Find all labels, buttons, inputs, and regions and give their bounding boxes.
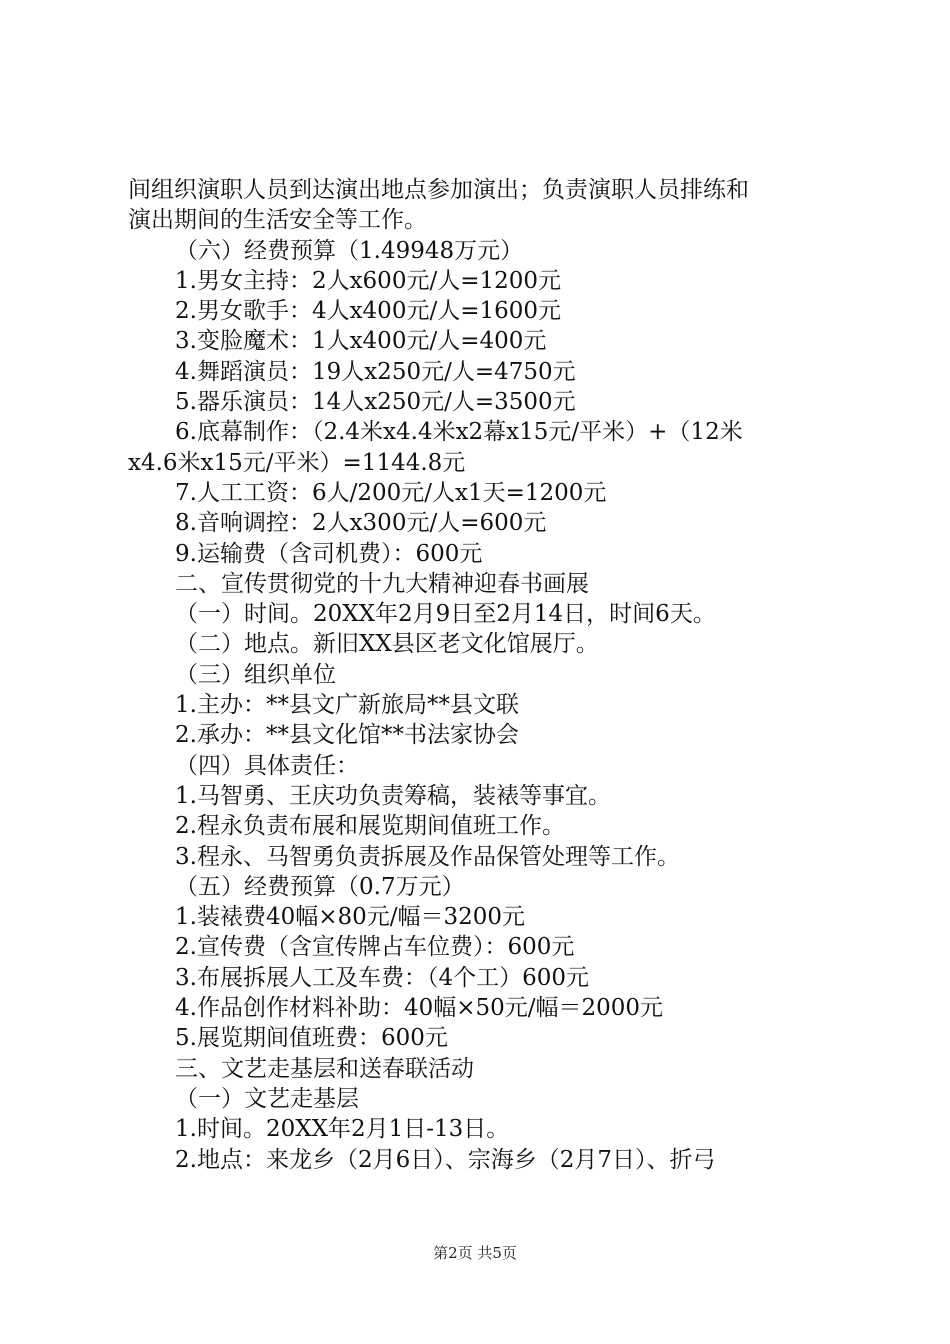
text-line: （六）经费预算（1.49948万元） — [175, 237, 524, 264]
text-line: 二、宣传贯彻党的十九大精神迎春书画展 — [175, 570, 589, 597]
text-line: 1.马智勇、王庆功负责筹稿，装裱等事宜。 — [175, 782, 611, 809]
text-line: （一）文艺走基层 — [175, 1085, 359, 1112]
text-line: 5.器乐演员：14人x250元/人=3500元 — [175, 389, 576, 416]
text-line: 7.人工工资：6人/200元/人x1天=1200元 — [175, 479, 607, 506]
text-line: （二）地点。新旧XX县区老文化馆展厅。 — [175, 631, 599, 658]
text-line: 8.音响调控：2人x300元/人=600元 — [175, 510, 547, 537]
text-line: x4.6米x15元/平米）=1144.8元 — [128, 449, 466, 476]
text-line: 2.宣传费（含宣传牌占车位费）：600元 — [175, 934, 575, 961]
text-line: 5.展览期间值班费：600元 — [175, 1025, 448, 1052]
text-line: （一）时间。20XX年2月9日至2月14日，时间6天。 — [175, 601, 716, 628]
text-line: 1.男女主持：2人x600元/人=1200元 — [175, 267, 562, 294]
text-line: 1.装裱费40幅×80元/幅＝3200元 — [175, 904, 526, 931]
text-line: 9.运输费（含司机费）：600元 — [175, 540, 483, 567]
text-line: 4.舞蹈演员：19人x250元/人=4750元 — [175, 358, 576, 385]
text-line: 1.时间。20XX年2月1日-13日。 — [175, 1116, 510, 1143]
text-line: 3.程永、马智勇负责拆展及作品保管处理等工作。 — [175, 843, 680, 870]
text-line: （五）经费预算（0.7万元） — [175, 873, 465, 900]
text-line: 间组织演职人员到达演出地点参加演出；负责演职人员排练和 — [128, 177, 749, 203]
text-line: 3.布展拆展人工及车费：（4个工）600元 — [175, 964, 589, 991]
text-line: 6.底幕制作：（2.4米x4.4米x2幕x15元/平米）+（12米 — [175, 419, 743, 446]
page-footer: 第2页 共5页 — [433, 1244, 517, 1262]
text-line: 4.作品创作材料补助：40幅×50元/幅＝2000元 — [175, 995, 664, 1022]
text-line: （四）具体责任： — [175, 752, 359, 779]
text-line: 2.地点：来龙乡（2月6日）、宗海乡（2月7日）、折弓 — [175, 1146, 716, 1173]
text-line: 1.主办：**县文广新旅局**县文联 — [175, 692, 519, 719]
text-line: 演出期间的生活安全等工作。 — [128, 207, 427, 234]
text-line: 2.程永负责布展和展览期间值班工作。 — [175, 813, 565, 840]
text-line: 2.男女歌手：4人x400元/人=1600元 — [175, 298, 562, 325]
text-line: 3.变脸魔术：1人x400元/人=400元 — [175, 328, 547, 355]
text-line: 2.承办：**县文化馆**书法家协会 — [175, 722, 519, 749]
document-body — [128, 175, 838, 1175]
text-line: 三、文艺走基层和送春联活动 — [175, 1055, 474, 1082]
text-line: （三）组织单位 — [175, 661, 336, 688]
